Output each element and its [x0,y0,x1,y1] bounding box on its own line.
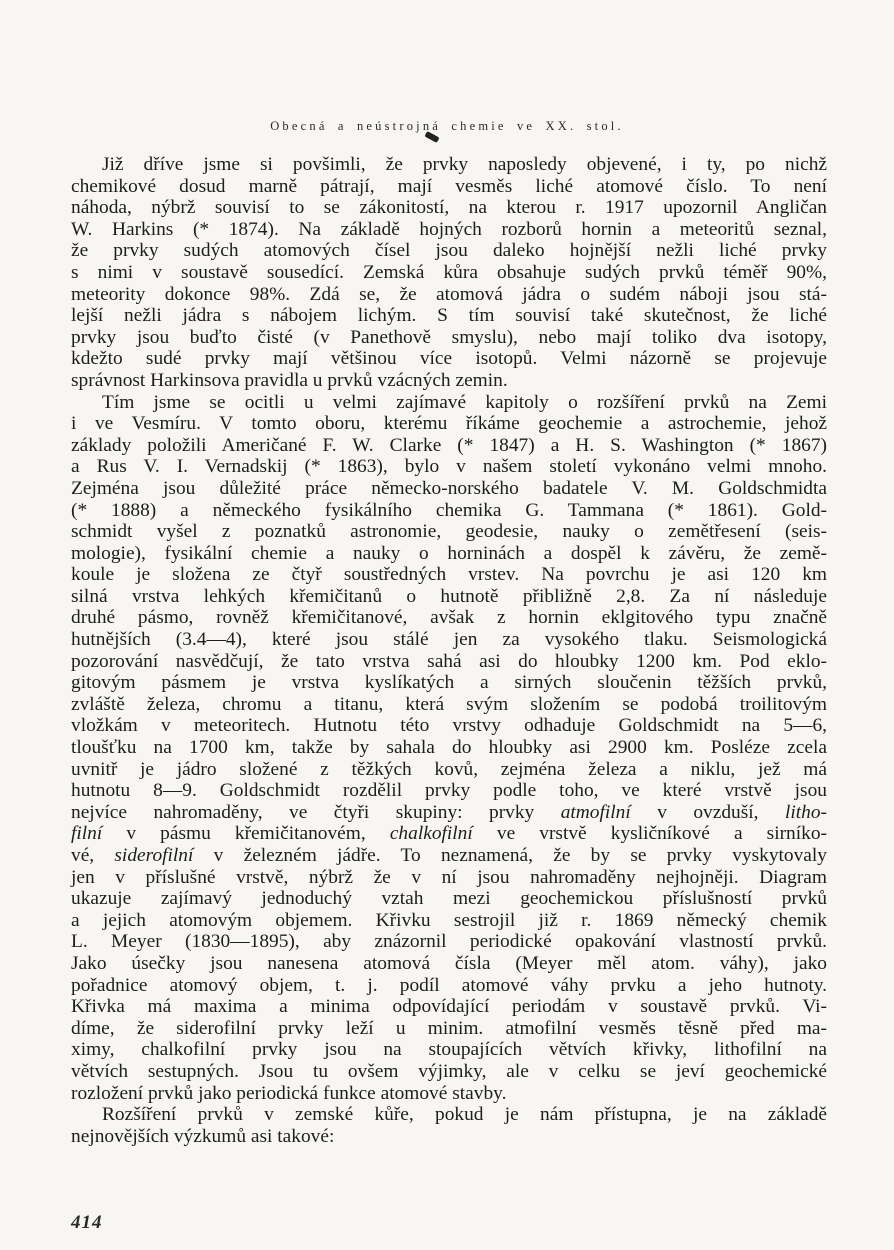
text-line: silná vrstva lehkých křemičitanů o hutnotě přibližně 2,8. Za ní následuje [71,585,827,607]
italic-term: litho- [784,801,827,823]
italic-term: filní [71,823,103,845]
text-line: pořadnice atomový objem, t. j. podíl atomové váhy prvku a jeho hutnoty. [71,974,827,996]
text-line [71,845,827,867]
text-line: s nimi v soustavě sousedící. Zemská kůra obsahuje sudých prvků téměř 90%, [71,261,827,283]
text-line: gitovým pásmem je vrstva kyslíkatých a sirných sloučenin těžších prvků, [71,672,827,694]
italic-term: atmofilní [560,801,631,823]
text-line: Již dříve jsme si povšimli, že prvky naposledy objevené, i ty, po nichž [102,154,827,175]
page-number: 414 [71,1212,103,1233]
text-line: uvnitř je jádro složené z těžkých kovů, zejména železa a niklu, jež má [71,758,827,780]
text-line: prvky jsou buďto čisté (v Panethově smyslu), nebo mají toliko dva isotopy, [71,326,827,348]
text-line: Jako úsečky jsou nanesena atomová čísla (Meyer měl atom. váhy), jako [71,952,827,974]
text-line: chemikové dosud marně pátrají, mají vesměs liché atomové číslo. To není [71,175,827,197]
text-line: Křivka má maxima a minima odpovídající periodám v soustavě prvků. Vi- [71,996,827,1018]
text-line: hutnotu 8—9. Goldschmidt rozdělil prvky podle toho, ve které vrstvě jsou [71,780,827,802]
paragraph [71,392,827,1105]
text-line [71,823,827,845]
text-line: Rozšíření prvků v zemské kůře, pokud je nám přístupna, je na základě [102,1104,827,1126]
text-line: meteority dokonce 98%. Zdá se, že atomová jádra o sudém náboji jsou stá- [71,283,827,305]
text-line [71,802,827,824]
text-line: W. Harkins (* 1874). Na základě hojných rozborů hornin a meteoritů seznal, [71,218,827,240]
text-line: větvích sestupných. Jsou tu ovšem výjimky, ale v celku se jeví geochemické [71,1060,827,1082]
text-line: ukazuje zajímavý jednoduchý vztah mezi geochemickou příslušností prvků [71,888,827,910]
text-line: mologie), fysikální chemie a nauky o horninách a dospěl k závěru, že země- [71,542,827,564]
text-line: nejnovějších výzkumů asi takové: [71,1125,335,1147]
text-line: lejší nežli jádra s nábojem lichým. S tím souvisí také skutečnost, že liché [71,305,827,327]
text-line: rozložení prvků jako periodická funkce atomové stavby. [71,1082,507,1104]
text-line: správnost Harkinsova pravidla u prvků vzácných zemin. [71,369,508,391]
text-line: základy položili Američané F. W. Clarke (* 1847) a H. S. Washington (* 1867) [71,434,827,456]
text-line: náhoda, nýbrž souvisí to se zákonitostí, na kterou r. 1917 upozornil Angličan [71,197,827,219]
text-line: že prvky sudých atomových čísel jsou daleko hojnější nežli liché prvky [71,240,827,262]
text-line: a jejich atomovým objemem. Křivku sestrojil již r. 1869 německý chemik [71,909,827,931]
text-line: Zejména jsou důležité práce německo-norského badatele V. M. Goldschmidta [71,477,827,499]
paragraph [71,1104,827,1147]
text-run: v pásmu křemičitanovém, [102,823,390,845]
text-line: L. Meyer (1830—1895), aby znázornil periodické opakování vlastností prvků. [71,931,827,953]
text-line: díme, že siderofilní prvky leží u minim. atmofilní vesměs těsně před ma- [71,1017,827,1039]
text-line: kdežto sudé prvky mají většinou více isotopů. Velmi názorně se projevuje [71,348,827,370]
text-line: zvláště železa, chromu a titanu, která svým složením se podobá troilitovým [71,693,827,715]
text-line: tloušťku na 1700 km, takže by sahala do hloubky asi 2900 km. Posléze zcela [71,737,827,759]
text-run: vé, [71,845,115,866]
text-line: schmidt vyšel z poznatků astronomie, geodesie, nauky o zemětřesení (seis- [71,521,827,543]
text-line: a Rus V. I. Vernadskij (* 1863), bylo v našem století vykonáno velmi mnoho. [71,456,827,478]
text-line: Tím jsme se ocitli u velmi zajímavé kapitoly o rozšíření prvků na Zemi [102,391,827,413]
running-head: Obecná a neústrojná chemie ve XX. stol. [270,119,624,133]
text-run: v ovzduší, [630,801,785,823]
text-line: jen v příslušné vrstvě, nýbrž že v ní jsou nahromaděny nejhojněji. Diagram [71,866,827,888]
text-line: (* 1888) a německého fysikálního chemika G. Tammana (* 1861). Gold- [71,499,827,521]
italic-term: siderofilní [114,845,194,866]
italic-term: chalkofilní [389,823,473,845]
text-line: ximy, chalkofilní prvky jsou na stoupajících větvích křivky, lithofilní na [71,1039,827,1061]
text-run: ve vrstvě kysličníkové a sirníko- [472,823,827,845]
text-line: i ve Vesmíru. V tomto oboru, kterému říkáme geochemie a astrochemie, jehož [71,413,827,435]
text-line: koule je složena ze čtyř soustředných vrstev. Na povrchu je asi 120 km [71,564,827,586]
text-line: druhé pásmo, rovněž křemičitanové, avšak z hornin eklgitového typu značně [71,607,827,629]
text-run: v železném jádře. To neznamená, že by se prvky vyskytovaly [193,845,827,866]
text-run: nejvíce nahromaděny, ve čtyři skupiny: prvky [71,801,561,823]
text-line: vložkám v meteoritech. Hutnotu této vrstvy odhaduje Goldschmidt na 5—6, [71,715,827,737]
body-text [71,154,827,1147]
paragraph [71,154,827,392]
text-line: hutnějších (3.4—4), které jsou stálé jen za vysokého tlaku. Seismologická [71,629,827,651]
text-line: pozorování nasvědčují, že tato vrstva sahá asi do hloubky 1200 km. Pod eklo- [71,650,827,672]
